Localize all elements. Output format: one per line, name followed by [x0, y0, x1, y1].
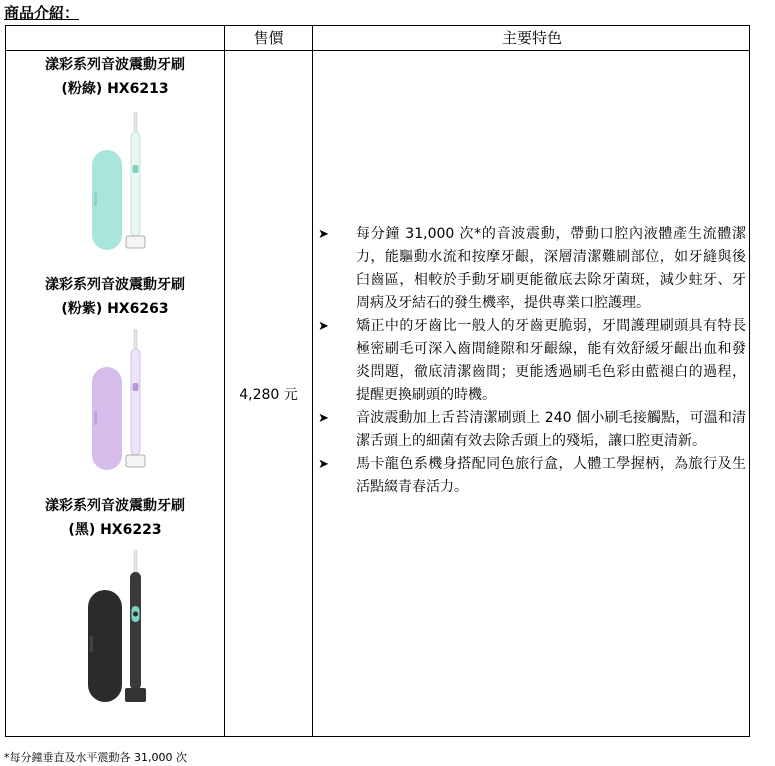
price-value: 4,280 元	[239, 387, 298, 403]
column-divider	[224, 26, 225, 736]
toothbrush-black-image	[88, 548, 158, 710]
handle-shape	[131, 349, 140, 455]
arrowhead-bullet-icon: ➤	[318, 411, 329, 426]
arrowhead-bullet-icon: ➤	[318, 227, 329, 242]
product-name-line1: 漾彩系列音波震動牙刷	[45, 57, 185, 73]
arrowhead-bullet-icon: ➤	[318, 319, 329, 334]
arrowhead-bullet-icon: ➤	[318, 457, 329, 472]
feature-list	[318, 223, 746, 499]
power-button-shape	[133, 383, 139, 391]
feature-item	[318, 453, 746, 499]
column-divider	[312, 26, 313, 736]
case-latch-shape	[94, 411, 97, 425]
charger-base-shape	[126, 455, 145, 467]
feature-item	[318, 223, 746, 315]
brush-head-shape	[134, 112, 137, 134]
product-name-line1: 漾彩系列音波震動牙刷	[45, 498, 185, 514]
footnote: *每分鐘垂直及水平震動各 31,000 次	[4, 751, 187, 764]
product-name-line1: 漾彩系列音波震動牙刷	[45, 277, 185, 293]
product-name-purple	[6, 273, 224, 321]
product-name-black	[6, 494, 224, 542]
case-latch-shape	[94, 192, 97, 206]
travel-case-shape	[88, 590, 122, 702]
feature-item	[318, 407, 746, 453]
charger-base-shape	[126, 236, 145, 248]
feature-item	[318, 315, 746, 407]
price-header: 售價	[253, 29, 284, 47]
feature-text: 每分鐘 31,000 次*的音波震動，帶動口腔內液體產生流體潔力，能驅動水流和按摩牙齦，深層清潔難刷部位，如牙縫與後臼齒區，相較於手動牙刷更能徹底去除牙菌斑，減少蛀牙、牙周病及牙結石的發生機率，提供專業口腔護理。	[356, 226, 746, 311]
section-heading: 商品介紹：	[4, 4, 80, 22]
features-header: 主要特色	[501, 29, 562, 47]
product-name-line2: (粉綠) HX6213	[61, 81, 169, 97]
power-dot-shape	[133, 612, 138, 617]
product-table	[5, 25, 750, 737]
charger-base-shape	[125, 688, 146, 702]
feature-text: 音波震動加上舌苔清潔刷頭上 240 個小刷毛接觸點，可溫和清潔舌頭上的細菌有效去除舌頭上的殘垢，讓口腔更清新。	[356, 410, 746, 449]
feature-text: 矯正中的牙齒比一般人的牙齒更脆弱，牙間護理刷頭具有特長極密刷毛可深入齒間縫隙和牙齦線，能有效舒緩牙齦出血和發炎問題，徹底清潔齒間；更能透過刷毛色彩由藍褪白的過程，提醒更換刷頭的時機。	[356, 318, 746, 403]
power-button-shape	[133, 165, 139, 173]
product-name-line2: (黑) HX6223	[68, 522, 162, 538]
product-name-mint	[6, 53, 224, 101]
header-divider	[6, 50, 749, 51]
handle-shape	[131, 132, 140, 236]
toothbrush-mint-image	[88, 110, 158, 260]
product-name-line2: (粉紫) HX6263	[61, 301, 169, 317]
handle-shape	[130, 572, 141, 690]
brush-head-shape	[134, 550, 137, 574]
toothbrush-purple-image	[88, 327, 158, 479]
case-latch-shape	[90, 636, 93, 652]
brush-head-shape	[134, 329, 137, 351]
feature-text: 馬卡龍色系機身搭配同色旅行盒，人體工學握柄，為旅行及生活點綴青春活力。	[356, 456, 746, 495]
